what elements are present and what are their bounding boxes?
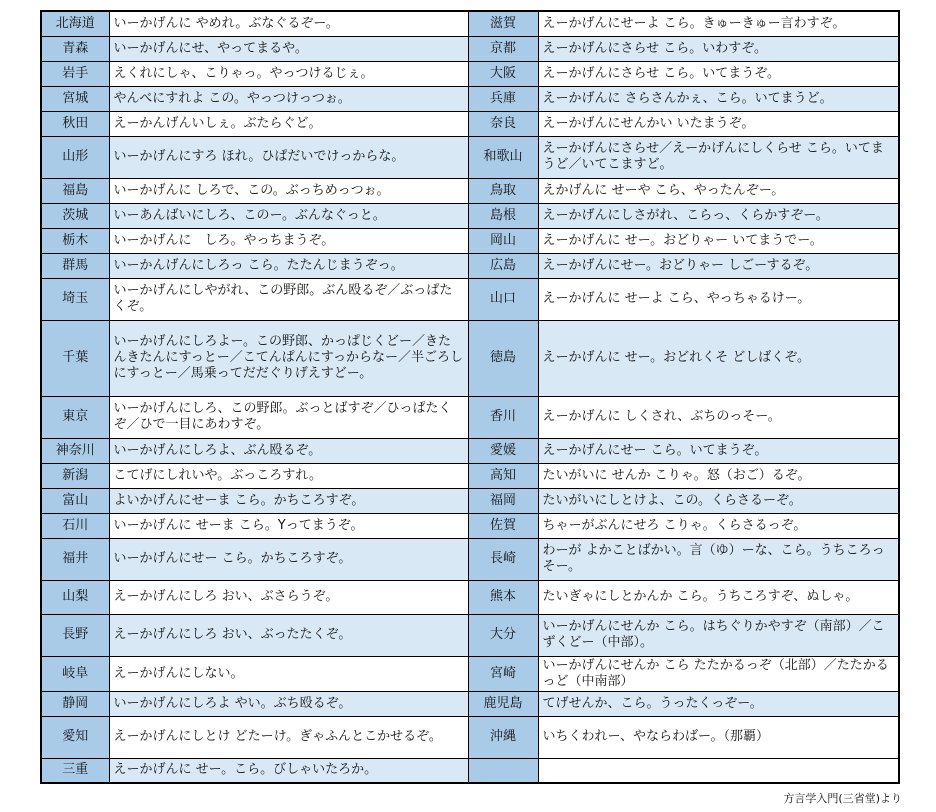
table-row	[41, 396, 899, 438]
prefecture-name-right	[468, 758, 538, 783]
prefecture-name-right: 岡山	[468, 228, 538, 253]
dialect-phrase-left: いーかげんにせ、やってまるや。	[109, 36, 468, 61]
prefecture-name-left: 茨城	[41, 203, 109, 228]
table-row	[41, 488, 899, 513]
prefecture-name-left: 栃木	[41, 228, 109, 253]
table-row	[41, 253, 899, 278]
dialect-phrase-left: いーかげんに しろで、この。ぶっちめっつぉ。	[109, 178, 468, 203]
prefecture-name-right: 山口	[468, 278, 538, 320]
prefecture-name-right: 鹿児島	[468, 691, 538, 716]
dialect-phrase-right: えーかげんにしさがれ、こらっ、くらかすぞー。	[538, 203, 899, 228]
dialect-phrase-left: いーかげんに せーま こら。Yってまうぞ。	[109, 513, 468, 538]
dialect-phrase-left: よいかげんにせーま こら。かちころすぞ。	[109, 488, 468, 513]
dialect-phrase-right: ちゃーがぶんにせろ こりゃ。くらさるっぞ。	[538, 513, 899, 538]
prefecture-name-left: 青森	[41, 36, 109, 61]
table-row	[41, 11, 899, 36]
prefecture-name-left: 秋田	[41, 111, 109, 136]
dialect-phrase-left: いーかげんにすろ ほれ。ひぱだいでけっからな。	[109, 136, 468, 178]
prefecture-name-right: 熊本	[468, 580, 538, 614]
dialect-phrase-right	[538, 758, 899, 783]
dialect-phrase-left: いーかげんにせー こら。かちころすぞ。	[109, 538, 468, 580]
dialect-phrase-right: いーかげんにせんか こら。はちぐりかやすぞ（南部）／こずくどー（中部）。	[538, 614, 899, 656]
dialect-phrase-right: えーかげんにさらせ こら。いてまうぞ。	[538, 61, 899, 86]
prefecture-name-left: 富山	[41, 488, 109, 513]
dialect-phrase-right: えーかげんにさらせ／えーかげんにしくらせ こら。いてまうど／いてこますど。	[538, 136, 899, 178]
prefecture-name-left: 福島	[41, 178, 109, 203]
dialect-phrase-right: えーかげんにせーよ こら。きゅーきゅー言わすぞ。	[538, 11, 899, 36]
table-row	[41, 758, 899, 783]
prefecture-name-right: 大分	[468, 614, 538, 656]
dialect-phrase-left: いーかんげんにしろっ こら。たたんじまうぞっ。	[109, 253, 468, 278]
prefecture-name-right: 長崎	[468, 538, 538, 580]
dialect-phrase-left: いーかげんにしろよ、ぶん殴るぞ。	[109, 438, 468, 463]
prefecture-name-right: 大阪	[468, 61, 538, 86]
prefecture-name-right: 奈良	[468, 111, 538, 136]
dialect-phrase-left: えくれにしゃ、こりゃっ。やっつけるじぇ。	[109, 61, 468, 86]
prefecture-name-left: 宮城	[41, 86, 109, 111]
prefecture-name-left: 福井	[41, 538, 109, 580]
dialect-phrase-left: いーあんばいにしろ、このー。ぶんなぐっと。	[109, 203, 468, 228]
prefecture-name-right: 兵庫	[468, 86, 538, 111]
dialect-phrase-left: いーかげんに やめれ。ぶなぐるぞー。	[109, 11, 468, 36]
prefecture-name-left: 長野	[41, 614, 109, 656]
dialect-phrase-right: えーかげんに せー。おどれくそ どしばくぞ。	[538, 320, 899, 396]
prefecture-name-right: 島根	[468, 203, 538, 228]
table-row	[41, 320, 899, 396]
dialect-phrase-right: えーかげんにせんかい いたまうぞ。	[538, 111, 899, 136]
prefecture-name-left: 岩手	[41, 61, 109, 86]
prefecture-name-left: 岐阜	[41, 656, 109, 691]
prefecture-name-right: 高知	[468, 463, 538, 488]
dialect-phrase-right: えーかげんにさらせ こら。いわすぞ。	[538, 36, 899, 61]
dialect-phrase-left: いーかげんにしろ、この野郎。ぶっとばすぞ／ひっぱたくぞ／ひで一目にあわすぞ。	[109, 396, 468, 438]
dialect-phrase-left: えーかげんにしろ おい、ぶったたくぞ。	[109, 614, 468, 656]
prefecture-name-left: 新潟	[41, 463, 109, 488]
prefecture-name-left: 千葉	[41, 320, 109, 396]
dialect-phrase-right: わーが よかことばかい。言（ゆ）ーな、こら。うちころっそー。	[538, 538, 899, 580]
dialect-phrase-left: えーかげんにしろ おい、ぶさらうぞ。	[109, 580, 468, 614]
dialect-phrase-left: いーかげんにしろよ やい。ぶち殴るぞ。	[109, 691, 468, 716]
table-row	[41, 86, 899, 111]
prefecture-name-left: 神奈川	[41, 438, 109, 463]
dialect-table-body	[41, 11, 899, 783]
prefecture-name-left: 北海道	[41, 11, 109, 36]
prefecture-name-right: 福岡	[468, 488, 538, 513]
table-row	[41, 111, 899, 136]
table-row	[41, 538, 899, 580]
dialect-phrase-right: たいがいにしとけよ、この。くらさるーぞ。	[538, 488, 899, 513]
dialect-phrase-right: えーかげんにせー。おどりゃー しごーするぞ。	[538, 253, 899, 278]
table-row	[41, 463, 899, 488]
dialect-phrase-right: えーかげんに さらさんかぇ、こら。いてまうど。	[538, 86, 899, 111]
prefecture-name-left: 三重	[41, 758, 109, 783]
dialect-phrase-left: いーかげんに しろ。やっちまうぞ。	[109, 228, 468, 253]
table-row	[41, 656, 899, 691]
prefecture-name-right: 鳥取	[468, 178, 538, 203]
table-row	[41, 513, 899, 538]
prefecture-name-left: 山梨	[41, 580, 109, 614]
prefecture-name-right: 広島	[468, 253, 538, 278]
prefecture-name-right: 宮崎	[468, 656, 538, 691]
prefecture-name-right: 和歌山	[468, 136, 538, 178]
dialect-phrase-left: いーかげんにしろよー。この野郎、かっぱじくどー／きたんきたんにすっとー／こてんぱんにすっからなー／半ごろしにすっとー／馬乗ってだだぐりげえすどー。	[109, 320, 468, 396]
prefecture-name-left: 静岡	[41, 691, 109, 716]
table-row	[41, 614, 899, 656]
dialect-phrase-right: いーかげんにせんか こら たたかるっぞ（北部）／たたかるっど（中南部）	[538, 656, 899, 691]
prefecture-name-right: 滋賀	[468, 11, 538, 36]
dialect-phrase-left: えーかげんにしない。	[109, 656, 468, 691]
prefecture-name-right: 佐賀	[468, 513, 538, 538]
table-row	[41, 278, 899, 320]
prefecture-name-left: 愛知	[41, 716, 109, 758]
dialect-phrase-left: えーかげんにしとけ どたーけ。ぎゃふんとこかせるぞ。	[109, 716, 468, 758]
prefecture-name-right: 沖縄	[468, 716, 538, 758]
table-row	[41, 136, 899, 178]
table-row	[41, 203, 899, 228]
table-row	[41, 228, 899, 253]
dialect-phrase-right: えーかげんに せーよ こら、やっちゃるけー。	[538, 278, 899, 320]
dialect-phrase-right: いちくわれー、やならわばー。（那覇）	[538, 716, 899, 758]
dialect-phrase-left: やんべにすれよ この。やっつけっつぉ。	[109, 86, 468, 111]
dialect-phrase-right: たいがいに せんか こりゃ。怒（おご）るぞ。	[538, 463, 899, 488]
source-caption: 方言学入門(三省堂)より	[783, 792, 902, 805]
dialect-table-sheet	[40, 10, 898, 784]
table-row	[41, 716, 899, 758]
prefecture-name-left: 石川	[41, 513, 109, 538]
table-row	[41, 178, 899, 203]
dialect-phrase-left: いーかげんにしやがれ、この野郎。ぶん殴るぞ／ぶっぱたくぞ。	[109, 278, 468, 320]
dialect-phrase-left: えーかげんに せー。こら。びしゃいたろか。	[109, 758, 468, 783]
table-row	[41, 36, 899, 61]
dialect-phrase-left: こてげにしれいや。ぶっころすれ。	[109, 463, 468, 488]
prefecture-name-left: 東京	[41, 396, 109, 438]
dialect-phrase-right: えーかげんに しくされ、ぶちのっそー。	[538, 396, 899, 438]
prefecture-name-left: 山形	[41, 136, 109, 178]
prefecture-name-right: 徳島	[468, 320, 538, 396]
dialect-phrase-right: えかげんに せーや こら、やったんぞー。	[538, 178, 899, 203]
prefecture-name-left: 群馬	[41, 253, 109, 278]
table-row	[41, 61, 899, 86]
prefecture-name-right: 香川	[468, 396, 538, 438]
table-row	[41, 580, 899, 614]
prefecture-name-right: 愛媛	[468, 438, 538, 463]
dialect-phrase-right: えーかげんにせー こら。いてまうぞ。	[538, 438, 899, 463]
dialect-phrase-right: てげせんか、こら。うったくっぞー。	[538, 691, 899, 716]
table-row	[41, 691, 899, 716]
dialect-phrase-right: たいぎゃにしとかんか こら。うちころすぞ、ぬしゃ。	[538, 580, 899, 614]
dialect-phrase-left: えーかんげんいしぇ。ぶたらぐど。	[109, 111, 468, 136]
prefecture-name-left: 埼玉	[41, 278, 109, 320]
dialect-table	[40, 10, 900, 784]
table-row	[41, 438, 899, 463]
dialect-phrase-right: えーかげんに せー。おどりゃー いてまうでー。	[538, 228, 899, 253]
prefecture-name-right: 京都	[468, 36, 538, 61]
